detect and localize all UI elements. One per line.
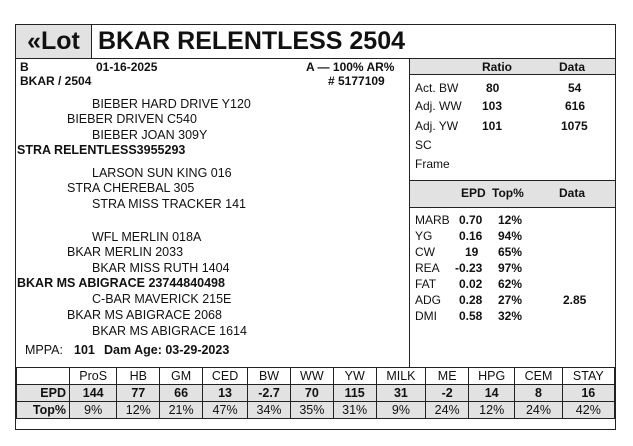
epd-value: 144 — [70, 385, 117, 402]
epd-col-header: CEM — [515, 368, 562, 385]
carcass-row-top: 94% — [498, 229, 523, 243]
epd-table-header-row — [17, 368, 615, 385]
pedigree-sire-sire-dam: BIEBER JOAN 309Y — [92, 128, 208, 142]
top-percent-value: 31% — [333, 402, 376, 419]
carcass-row-top: 32% — [498, 309, 523, 323]
data-header: Data — [559, 186, 586, 200]
epd-value: 115 — [333, 385, 376, 402]
registration-number: # 5177109 — [328, 74, 385, 88]
epd-value: -2 — [426, 385, 469, 402]
lot-card — [15, 24, 616, 430]
carcass-row-epd: 0.28 — [459, 293, 483, 307]
top-percent-value: 9% — [70, 402, 117, 419]
carcass-row-top: 27% — [498, 293, 523, 307]
top-percent-value: 24% — [515, 402, 562, 419]
ratio-row-data: 616 — [565, 99, 586, 113]
epd-value: -2.7 — [248, 385, 291, 402]
ratio-row-label: Frame — [415, 157, 450, 171]
birth-date: 01-16-2025 — [96, 60, 158, 74]
epd-col-header: MILK — [376, 368, 426, 385]
carcass-row-label: ADG — [415, 293, 442, 307]
top-percent-value: 21% — [160, 402, 203, 419]
epd-value: 13 — [203, 385, 248, 402]
animal-name: BKAR / 2504 — [20, 74, 92, 88]
epd-value: 14 — [469, 385, 515, 402]
carcass-row-epd: 0.02 — [459, 277, 483, 291]
ratio-row-label: Act. BW — [415, 81, 459, 95]
carcass-row-data: 2.85 — [563, 293, 587, 307]
pedigree-dam: BKAR MS ABIGRACE 23744840498 — [17, 276, 225, 290]
data-header: Data — [559, 60, 586, 74]
ratio-header-rule — [410, 74, 615, 75]
epd-col-header: WW — [290, 368, 333, 385]
pedigree-dam-sire: BKAR MERLIN 2033 — [67, 245, 184, 259]
carcass-header-rule — [410, 207, 615, 208]
carcass-row-label: CW — [415, 245, 435, 259]
epd-value: 16 — [562, 385, 614, 402]
epd-value: 70 — [290, 385, 333, 402]
carcass-row-epd: 0.16 — [459, 229, 483, 243]
carcass-row-label: REA — [415, 261, 440, 275]
top-percent-value: 9% — [376, 402, 426, 419]
epd-value: 8 — [515, 385, 562, 402]
carcass-row-top: 97% — [498, 261, 523, 275]
ratio-row-ratio: 101 — [482, 119, 503, 133]
pedigree-dam-dam-dam: BKAR MS ABIGRACE 1614 — [92, 324, 247, 338]
epd-row-label: EPD — [17, 385, 70, 402]
page-title: BKAR RELENTLESS 2504 — [98, 27, 406, 55]
pedigree-dam-sire-sire: WFL MERLIN 018A — [92, 230, 202, 244]
ratio-header: Ratio — [482, 60, 512, 74]
top-percent-header: Top% — [492, 186, 524, 200]
epd-table — [16, 367, 615, 419]
epd-value: 77 — [117, 385, 160, 402]
ratio-row-data: 1075 — [561, 119, 588, 133]
epd-col-header: CED — [203, 368, 248, 385]
top-percent-value: 12% — [469, 402, 515, 419]
pedigree-sire: STRA RELENTLESS3955293 — [17, 143, 186, 157]
carcass-row-epd: 0.70 — [459, 213, 483, 227]
mppa-value: 101 — [74, 343, 95, 357]
epd-col-header: GM — [160, 368, 203, 385]
carcass-row-label: DMI — [415, 309, 437, 323]
carcass-row-top: 62% — [498, 277, 523, 291]
pedigree-dam-dam-sire: C-BAR MAVERICK 215E — [92, 292, 232, 306]
lot-label[interactable]: «Lot — [16, 25, 92, 59]
pedigree-sire-dam-sire: LARSON SUN KING 016 — [92, 166, 232, 180]
top-percent-value: 12% — [117, 402, 160, 419]
epd-col-header: HPG — [469, 368, 515, 385]
carcass-row-epd: 0.58 — [459, 309, 483, 323]
ratio-row-label: SC — [415, 138, 432, 152]
pedigree-dam-sire-dam: BKAR MISS RUTH 1404 — [92, 261, 230, 275]
carcass-row-label: MARB — [415, 213, 450, 227]
carcass-row-epd: -0.23 — [455, 261, 483, 275]
epd-col-header: ME — [426, 368, 469, 385]
carcass-row-top: 12% — [498, 213, 523, 227]
top-percent-value: 35% — [290, 402, 333, 419]
sex-code: B — [20, 60, 29, 74]
panel-divider — [409, 58, 410, 367]
carcass-row-label: YG — [415, 229, 433, 243]
carcass-row-label: FAT — [415, 277, 437, 291]
ratio-row-ratio: 103 — [482, 99, 503, 113]
epd-col-header: YW — [333, 368, 376, 385]
epd-col-header: ProS — [70, 368, 117, 385]
top-percent-value: 34% — [248, 402, 291, 419]
epd-col-header: BW — [248, 368, 291, 385]
top-percent-value: 42% — [562, 402, 614, 419]
top-percent-value: 47% — [203, 402, 248, 419]
epd-row — [17, 385, 615, 402]
top-percent-value: 24% — [426, 402, 469, 419]
epd-header: EPD — [461, 186, 486, 200]
top-percent-row — [17, 402, 615, 419]
ratio-row-ratio: 80 — [486, 81, 500, 95]
ratio-row-label: Adj. WW — [415, 99, 462, 113]
pedigree-sire-sire: BIEBER DRIVEN C540 — [67, 112, 197, 126]
mppa-label: MPPA: — [25, 343, 63, 357]
pedigree-sire-sire-sire: BIEBER HARD DRIVE Y120 — [92, 97, 251, 111]
pedigree-sire-dam-dam: STRA MISS TRACKER 141 — [92, 197, 246, 211]
ratio-row-data: 54 — [568, 81, 582, 95]
carcass-row-epd: 19 — [465, 245, 479, 259]
pedigree-sire-dam: STRA CHEREBAL 305 — [67, 181, 195, 195]
epd-value: 66 — [160, 385, 203, 402]
epd-col-header: HB — [117, 368, 160, 385]
epd-value: 31 — [376, 385, 426, 402]
ai-status: A — 100% AR% — [306, 60, 395, 74]
dam-age: Dam Age: 03-29-2023 — [104, 343, 230, 357]
ratio-row-label: Adj. YW — [415, 119, 459, 133]
epd-table-corner — [17, 368, 70, 385]
carcass-row-top: 65% — [498, 245, 523, 259]
top-percent-row-label: Top% — [17, 402, 70, 419]
epd-col-header: STAY — [562, 368, 614, 385]
pedigree-dam-dam: BKAR MS ABIGRACE 2068 — [67, 308, 222, 322]
